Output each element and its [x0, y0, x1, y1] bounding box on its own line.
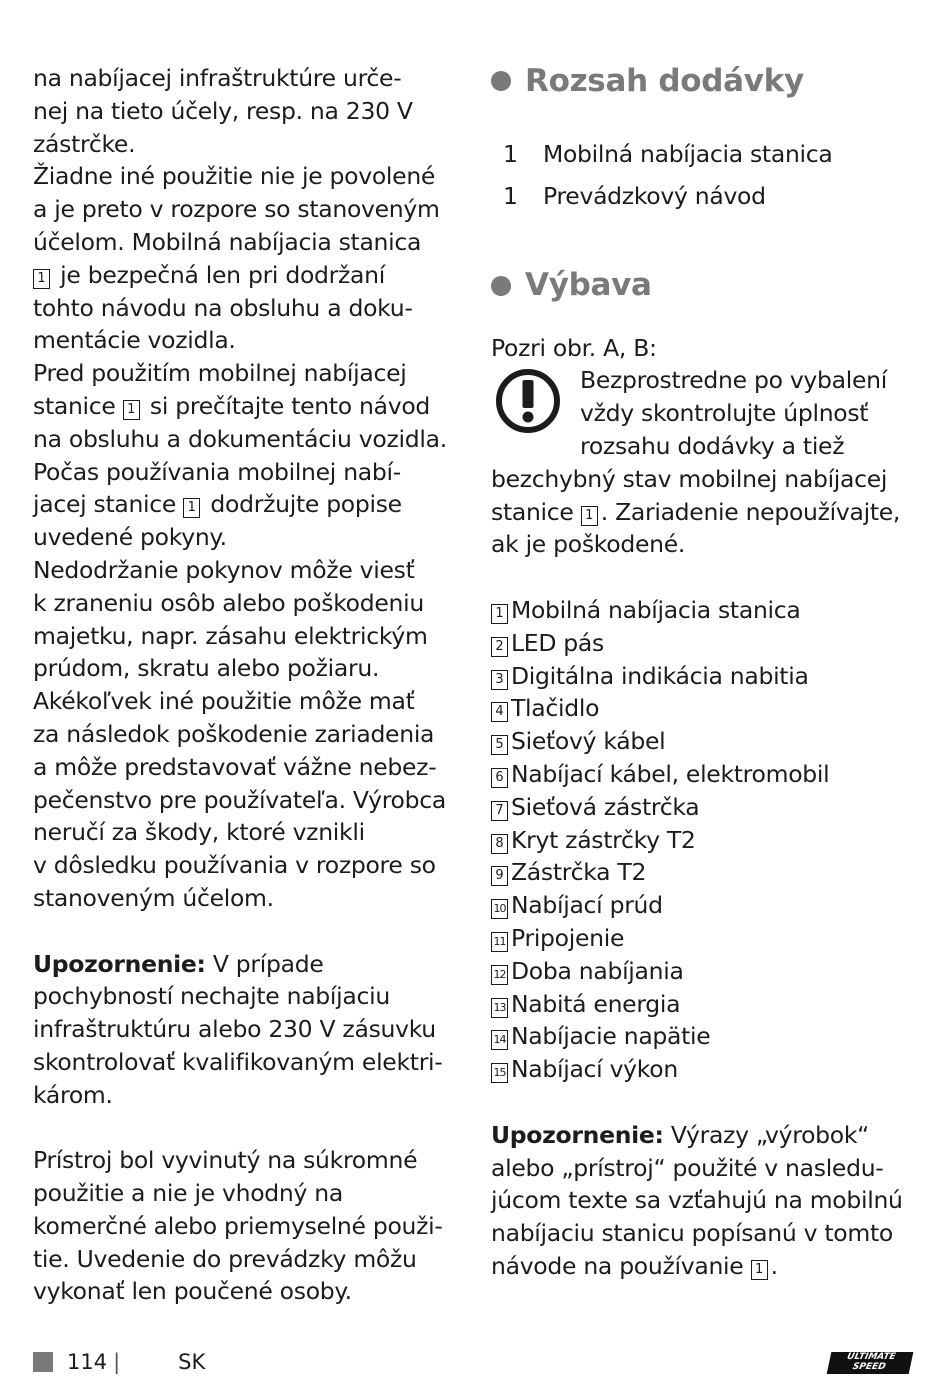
parts-list-item: 2 LED pás [491, 627, 921, 660]
left-column [33, 62, 463, 1308]
bullet-dot-icon [491, 71, 511, 91]
warning-block [491, 364, 921, 561]
note-terms: Upozornenie: Výrazy „výrobok“ alebo „prístroj“ použité v nasledu- júcom texte sa vzťahujú na mobilnú nabíjaciu stanicu popísanú v tomto návode na používanie 1 . [491, 1120, 903, 1280]
parts-list-item: 15 Nabíjací výkon [491, 1053, 921, 1086]
part-ref-badge: 1 [123, 400, 140, 420]
parts-list-item: 3 Digitálna indikácia nabitia [491, 660, 921, 693]
part-ref-badge: 1 [183, 498, 200, 518]
para-private-use: Prístroj bol vyvinutý na súkromné použitie a nie je vhodný na komerčné alebo priemyselné použi- tie. Uvedenie do prevádzky môžu vykonať len poučené osoby. [33, 1146, 443, 1306]
footer-square-icon [33, 1352, 53, 1372]
parts-list-item: 8 Kryt zástrčky T2 [491, 824, 921, 857]
note-label: Upozornenie: [491, 1120, 664, 1149]
page-footer [33, 1350, 205, 1374]
right-column [491, 62, 921, 1283]
parts-list-item: 12 Doba nabíjania [491, 955, 921, 988]
parts-list-item: 9 Zástrčka T2 [491, 856, 921, 889]
brand-logo: ULTIMATE SPEED [827, 1352, 914, 1374]
part-ref-badge: 1 [33, 269, 50, 289]
warning-text-continued: bezchybný stav mobilnej nabíjacej stanice 1 . Zariadenie nepoužívajte, ak je poškodené. [491, 464, 901, 559]
note-label: Upozornenie: [33, 949, 206, 978]
parts-list-item: 13 Nabitá energia [491, 988, 921, 1021]
exclamation-circle-icon [495, 368, 561, 434]
bullet-dot-icon [491, 276, 511, 296]
para-liability: Nedodržanie pokynov môže viesť k zraneniu osôb alebo poškodeniu majetku, napr. zásahu elektrickým prúdom, skratu alebo požiaru. Akékoľvek iné použitie môže mať za následok poškodenie zariadenia a môže predstavovať vážne nebez- pečenstvo pre používateľa. Výrobca neručí za škody, ktoré vznikli v dôsledku používania v rozpore so stanoveným účelom. [33, 555, 446, 912]
note-electrician: Upozornenie: V prípade pochybností nechajte nabíjaciu infraštruktúru alebo 230 V zásuvku skontrolovať kvalifikovaným elektri- károm. [33, 949, 443, 1109]
language-code: SK [178, 1350, 206, 1374]
parts-list-item: 4 Tlačidlo [491, 692, 921, 725]
parts-list-item: 7 Sieťová zástrčka [491, 791, 921, 824]
part-ref-badge: 1 [751, 1260, 768, 1280]
para-no-other-use: Žiadne iné použitie nie je povolené a je preto v rozpore so stanoveným účelom. Mobilná nabíjacia stanica 1 je bezpečná len pri dodržaní tohto návodu na obsluhu a doku- mentácie vozidla. [33, 162, 440, 355]
para-read-manual: Pred použitím mobilnej nabíjacej stanice 1 si prečítajte tento návod na obsluhu a dokumentáciu vozidla. Počas používania mobilnej nabí- jacej stanice 1 dodržujte popise uvedené pokyny. [33, 359, 447, 552]
parts-list-item: 6 Nabíjací kábel, elektromobil [491, 758, 921, 791]
page-number: 114 [67, 1350, 108, 1374]
para-intended-use-end: na nabíjacej infraštruktúre urče- nej na tieto účely, resp. na 230 V zástrčke. [33, 64, 413, 158]
scope-item: 1 Prevádzkový návod [503, 181, 766, 210]
heading-scope-of-delivery: Rozsah dodávky [491, 62, 921, 100]
parts-list [491, 594, 921, 1086]
parts-list-item: 10 Nabíjací prúd [491, 889, 921, 922]
footer-separator: | [113, 1350, 121, 1374]
part-ref-badge: 1 [581, 506, 598, 526]
parts-list-item: 5 Sieťový kábel [491, 725, 921, 758]
scope-item: 1 Mobilná nabíjacia stanica [503, 140, 833, 168]
heading-equipment: Výbava [491, 267, 921, 305]
parts-list-item: 11 Pripojenie [491, 922, 921, 955]
parts-list-item: 1 Mobilná nabíjacia stanica [491, 594, 921, 627]
parts-list-item: 14 Nabíjacie napätie [491, 1020, 921, 1053]
see-figure: Pozri obr. A, B: [491, 333, 657, 362]
warning-text: Bezprostredne po vybalení vždy skontrolujte úplnosť rozsahu dodávky a tiež [580, 366, 887, 460]
